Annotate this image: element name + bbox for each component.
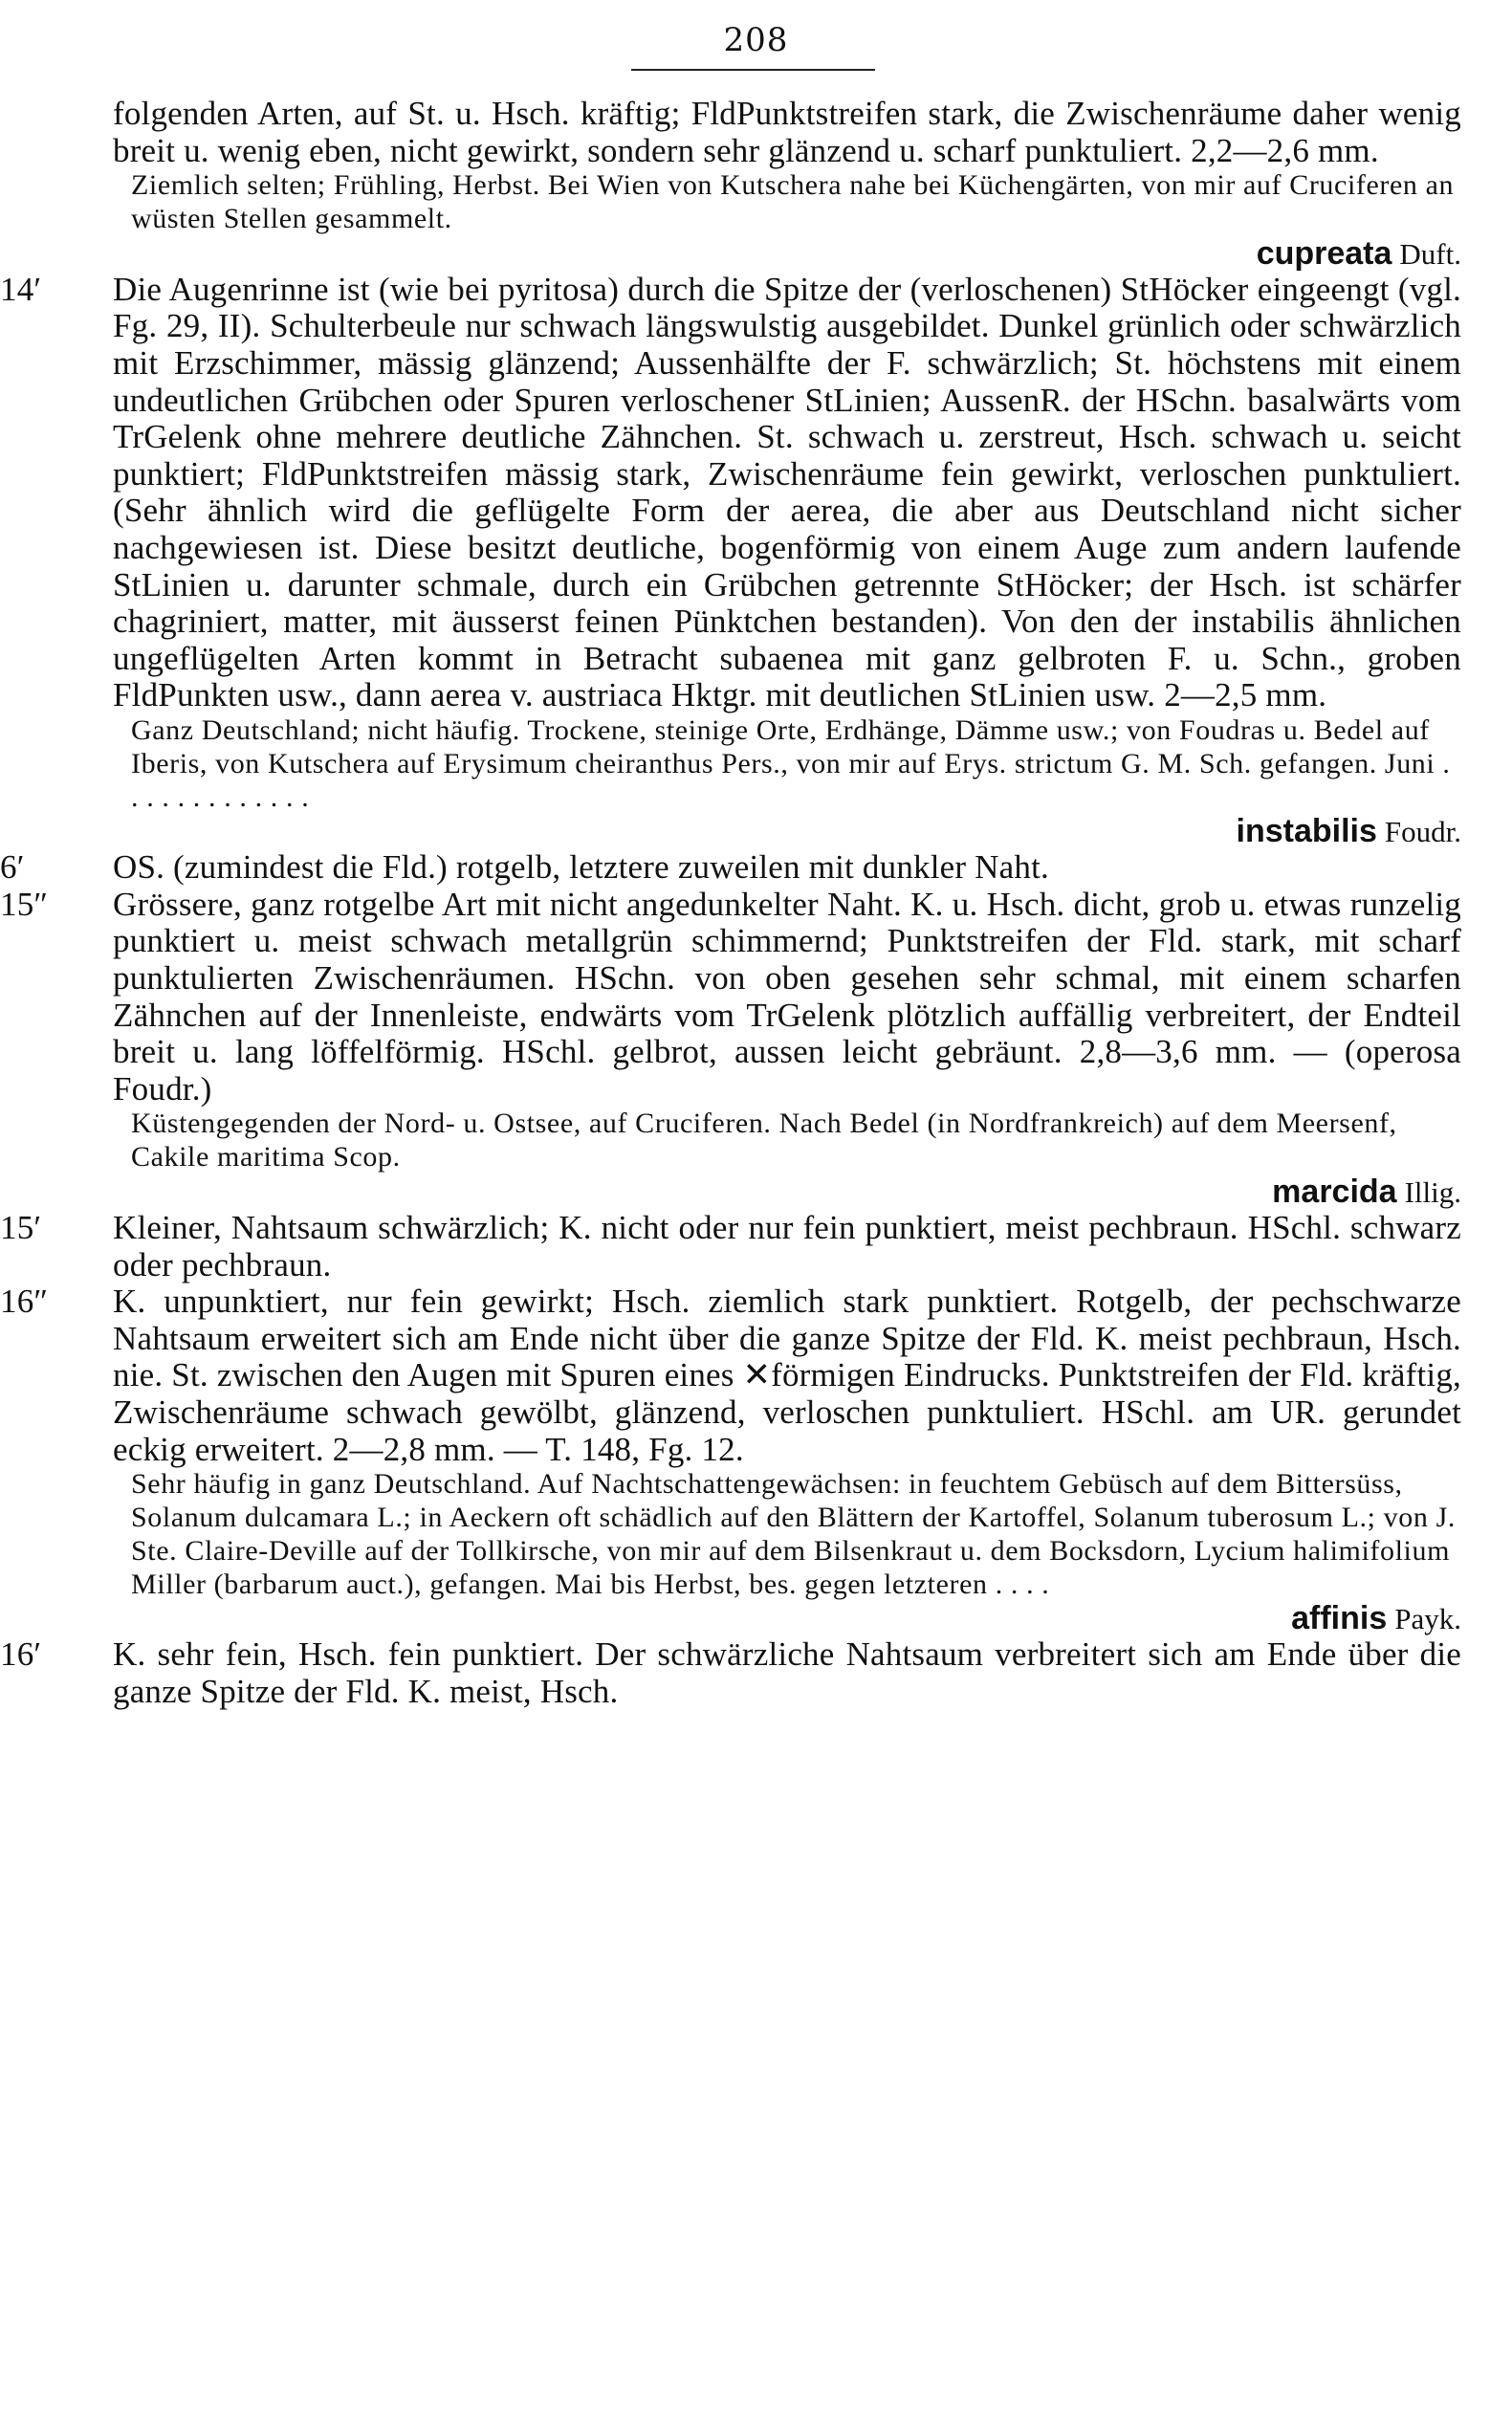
paragraph-text: Ziemlich selten; Frühling, Herbst. Bei Wien von Kutschera nahe bei Küchengärten, von mir auf Cruciferen an wüsten Stellen gesammelt.: [131, 169, 1455, 234]
paragraph-note-habitat: [131, 1108, 1461, 1174]
paragraph-text: Sehr häufig in ganz Deutschland. Auf Nachtschattengewächsen: in feuchtem Gebüsch auf dem Bittersüss, Solanum dulcamara L.; in Aeckern oft schädlich auf den Blättern der Kartoffel, Solanum tuberosum L.; von J. Ste. Claire-Deville auf der Tollkirsche, von mir auf dem Bilsenkraut u. dem Bocksdorn, Lycium halimifolium Miller (barbarum auct.), gefangen. Mai bis Herbst, bes. gegen letzteren . . . .: [131, 1468, 1456, 1600]
paragraph-key-14: [0, 270, 1461, 714]
page-content: [0, 96, 1512, 1711]
species-name: instabilis: [1236, 813, 1377, 850]
species-name: marcida: [1272, 1174, 1397, 1211]
species-entry: [131, 1174, 1461, 1210]
paragraph-key-continuation: [113, 96, 1461, 169]
paragraph-text: K. unpunktiert, nur fein gewirkt; Hsch. ziemlich stark punktiert. Rotgelb, der pechschwarze Nahtsaum erweitert sich am Ende nicht über die ganze Spitze der Fld. K. meist pechbraun, Hsch. nie. St. zwischen den Augen mit Spuren eines ✕förmigen Eindrucks. Punktstreifen der Fld. kräftig, Zwischenräume schwach gewölbt, glänzend, verloschen punktuliert. HSchl. am UR. gerundet eckig erweitert. 2—2,8 mm. — T. 148, Fg. 12.: [113, 1283, 1461, 1468]
key-number: 14′: [0, 270, 42, 308]
paragraph-note-habitat: [131, 714, 1461, 814]
species-entry: [131, 236, 1461, 272]
paragraph-text: Küstengegenden der Nord- u. Ostsee, auf Cruciferen. Nach Bedel (in Nordfrankreich) auf dem Meersenf, Cakile maritima Scop.: [131, 1108, 1397, 1174]
paragraph-text: Die Augenrinne ist (wie bei pyritosa) durch die Spitze der (verloschenen) StHöcker eingeengt (vgl. Fg. 29, II). Schulterbeule nur schwach längswulstig ausgebildet. Dunkel grünlich oder schwärzlich mit Erzschimmer, mässig glänzend; Aussenhälfte der F. schwärzlich; St. höchstens mit einem undeutlichen Grübchen oder Spuren verloschener StLinien; AussenR. der HSchn. basalwärts vom TrGelenk ohne mehrere deutliche Zähnchen. St. schwach u. zerstreut, Hsch. schwach u. seicht punktiert; FldPunktstreifen mässig stark, Zwischenräume fein gewirkt, verloschen punktuliert. (Sehr ähnlich wird die geflügelte Form der aerea, die aber aus Deutschland nicht sicher nachgewiesen ist. Diese besitzt deutliche, bogenförmig von einem Auge zum andern laufende StLinien u. darunter schmale, durch ein Grübchen getrennte StHöcker; der Hsch. ist schärfer chagriniert, matter, mit äusserst feinen Pünktchen bestanden). Von den der instabilis ähnlichen ungeflügelten Arten kommt in Betracht subaenea mit ganz gelbroten F. u. Schn., groben FldPunkten usw., dann aerea v. austriaca Hktgr. mit deutlichen StLinien usw. 2—2,5 mm.: [113, 270, 1461, 714]
species-name: affinis: [1291, 1600, 1388, 1637]
species-entry: [131, 1601, 1461, 1636]
paragraph-note-habitat: [131, 169, 1461, 236]
key-number: 6′: [0, 848, 25, 887]
paragraph-key-15a: [0, 1209, 1461, 1283]
species-author: Illig.: [1404, 1175, 1461, 1210]
paragraph-key-16a: [0, 1635, 1461, 1710]
page-number: 208: [723, 21, 789, 59]
species-author: Foudr.: [1384, 815, 1461, 849]
paragraph-key-16b: [0, 1283, 1461, 1468]
paragraph-key-6: [0, 848, 1461, 887]
species-entry: [131, 814, 1461, 849]
species-author: Duft.: [1399, 236, 1461, 271]
key-number: 15″: [0, 885, 49, 923]
paragraph-text: Kleiner, Nahtsaum schwärzlich; K. nicht oder nur fein punktiert, meist pechbraun. HSchl. schwarz oder pechbraun.: [113, 1209, 1461, 1283]
key-number: 16″: [0, 1283, 49, 1321]
paragraph-key-15b: [0, 885, 1461, 1108]
species-author: Payk.: [1394, 1602, 1461, 1636]
header-rule: [631, 69, 875, 71]
key-number: 16′: [0, 1635, 42, 1674]
paragraph-note-habitat: [131, 1468, 1461, 1601]
key-number: 15′: [0, 1209, 42, 1247]
paragraph-text: folgenden Arten, auf St. u. Hsch. kräftig; FldPunktstreifen stark, die Zwischenräume daher wenig breit u. wenig eben, nicht gewirkt, sondern sehr glänzend u. scharf punktuliert. 2,2—2,6 mm.: [113, 95, 1461, 169]
paragraph-text: OS. (zumindest die Fld.) rotgelb, letztere zuweilen mit dunkler Naht.: [113, 848, 1049, 887]
paragraph-text: Grössere, ganz rotgelbe Art mit nicht angedunkelter Naht. K. u. Hsch. dicht, grob u. etwas runzelig punktiert u. meist schwach metallgrün schimmernd; Punktstreifen der Fld. stark, mit scharf punktulierten Zwischenräumen. HSchn. von oben gesehen sehr schmal, mit einem scharfen Zähnchen auf der Innenleiste, endwärts vom TrGelenk plötzlich auffällig verbreitert, der Endteil breit u. lang löffelförmig. HSchl. gelbrot, aussen leicht gebräunt. 2,8—3,6 mm. — (operosa Foudr.): [113, 885, 1461, 1108]
paragraph-text: K. sehr fein, Hsch. fein punktiert. Der schwärzliche Nahtsaum verbreitert sich am Ende über die ganze Spitze der Fld. K. meist, Hsch.: [113, 1635, 1461, 1710]
paragraph-text: Ganz Deutschland; nicht häufig. Trockene, steinige Orte, Erdhänge, Dämme usw.; von Foudras u. Bedel auf Iberis, von Kutschera auf Erysimum cheiranthus Pers., von mir auf Erys. strictum G. M. Sch. gefangen. Juni . . . . . . . . . . . . .: [131, 713, 1451, 813]
species-name: cupreata: [1256, 234, 1392, 272]
